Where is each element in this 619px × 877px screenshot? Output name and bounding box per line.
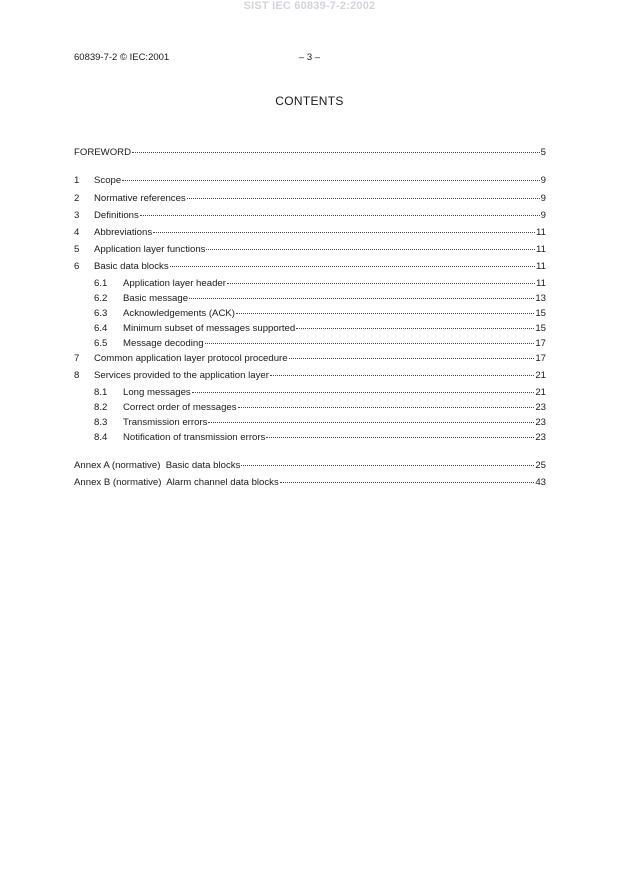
dot-leader: [270, 366, 534, 376]
toc-entry-number: 6.4: [94, 323, 108, 334]
toc-entry-6-4[interactable]: [74, 321, 546, 334]
toc-entry-page: 43: [535, 477, 546, 488]
toc-entry-page: 23: [535, 402, 546, 413]
toc-entry-label: Annex B (normative) Alarm channel data blocks: [74, 477, 279, 488]
toc-entry-page: 5: [540, 147, 546, 158]
toc-entry-page: 9: [540, 210, 546, 221]
toc-entry-page: 25: [535, 460, 546, 471]
dot-leader: [122, 171, 539, 181]
toc-entry-label: Transmission errors: [123, 417, 208, 428]
dot-leader: [296, 319, 534, 329]
toc-entry-label: Annex A (normative) Basic data blocks: [74, 460, 241, 471]
dot-leader: [206, 240, 535, 250]
toc-entry-label: Definitions: [94, 210, 139, 221]
dot-leader: [289, 349, 535, 359]
toc-entry-label: Abbreviations: [94, 227, 153, 238]
dot-leader: [241, 456, 534, 466]
toc-entry-6-5[interactable]: [74, 336, 546, 349]
dot-leader: [187, 189, 540, 199]
dot-leader: [205, 334, 535, 344]
toc-entry-number: 6.5: [94, 338, 108, 349]
dot-leader: [266, 428, 534, 438]
dot-leader: [189, 289, 534, 299]
toc-entry-6-1[interactable]: [74, 276, 546, 289]
toc-entry-number: 6.3: [94, 308, 108, 319]
toc-entry-number: 8.1: [94, 387, 108, 398]
page-title: CONTENTS: [275, 94, 344, 108]
toc-entry-number: 8: [74, 370, 80, 381]
toc-entry-annex-b[interactable]: [74, 475, 546, 488]
toc-entry-foreword[interactable]: [74, 145, 546, 158]
toc-entry-8-3[interactable]: [74, 415, 546, 428]
toc-entry-number: 8.2: [94, 402, 108, 413]
toc-entry-label: Notification of transmission errors: [123, 432, 266, 443]
toc-entry-page: 17: [535, 338, 546, 349]
toc-entry-page: 23: [535, 417, 546, 428]
toc-entry-page: 17: [535, 353, 546, 364]
toc-entry-label: Basic message: [123, 293, 189, 304]
toc-entry-4[interactable]: [74, 225, 546, 238]
toc-entry-number: 8.4: [94, 432, 108, 443]
toc-entry-1[interactable]: [74, 173, 546, 186]
toc-entry-3[interactable]: [74, 208, 546, 221]
toc-entry-number: 5: [74, 244, 80, 255]
toc-entry-label: Message decoding: [123, 338, 204, 349]
dot-leader: [227, 274, 535, 284]
toc-entry-page: 21: [535, 387, 546, 398]
toc-entry-number: 8.3: [94, 417, 108, 428]
toc-entry-page: 15: [535, 323, 546, 334]
toc-entry-8[interactable]: [74, 368, 546, 381]
toc-entry-6[interactable]: [74, 259, 546, 272]
toc-entry-number: 3: [74, 210, 80, 221]
dot-leader: [170, 257, 535, 267]
toc-entry-number: 6: [74, 261, 80, 272]
toc-entry-page: 11: [536, 278, 546, 289]
toc-entry-page: 9: [540, 175, 546, 186]
toc-entry-label: Normative references: [94, 193, 186, 204]
dot-leader: [208, 413, 534, 423]
dot-leader: [238, 398, 535, 408]
toc-entry-page: 23: [535, 432, 546, 443]
toc-entry-number: 1: [74, 175, 80, 186]
toc-entry-5[interactable]: [74, 242, 546, 255]
toc-entry-label: Correct order of messages: [123, 402, 237, 413]
dot-leader: [140, 206, 540, 216]
toc-entry-8-4[interactable]: [74, 430, 546, 443]
toc-entry-annex-a[interactable]: [74, 458, 546, 471]
page-number: – 3 –: [298, 52, 321, 63]
toc-entry-page: 21: [535, 370, 546, 381]
toc-entry-label: Basic data blocks: [94, 261, 169, 272]
toc-entry-label: Application layer functions: [94, 244, 206, 255]
toc-entry-label: Application layer header: [123, 278, 226, 289]
toc-entry-label: Scope: [94, 175, 122, 186]
toc-entry-label: Common application layer protocol procedure: [94, 353, 288, 364]
toc-entry-number: 4: [74, 227, 80, 238]
watermark-text: SIST IEC 60839-7-2:2002: [243, 0, 376, 12]
toc-entry-label: FOREWORD: [74, 147, 132, 158]
toc-entry-6-3[interactable]: [74, 306, 546, 319]
toc-entry-page: 9: [540, 193, 546, 204]
toc-entry-page: 11: [536, 227, 546, 238]
toc-entry-2[interactable]: [74, 191, 546, 204]
toc-entry-page: 13: [535, 293, 546, 304]
toc-entry-label: Minimum subset of messages supported: [123, 323, 296, 334]
dot-leader: [280, 473, 535, 483]
toc-entry-label: Acknowledgements (ACK): [123, 308, 235, 319]
toc-entry-label: Long messages: [123, 387, 191, 398]
toc-entry-8-1[interactable]: [74, 385, 546, 398]
toc-entry-page: 11: [536, 261, 546, 272]
dot-leader: [132, 143, 540, 153]
toc-entry-label: Services provided to the application layer: [94, 370, 269, 381]
toc-entry-page: 11: [536, 244, 546, 255]
dot-leader: [153, 223, 535, 233]
toc-entry-8-2[interactable]: [74, 400, 546, 413]
toc-entry-page: 15: [535, 308, 546, 319]
toc-entry-number: 6.2: [94, 293, 108, 304]
toc-entry-number: 2: [74, 193, 80, 204]
toc-entry-number: 7: [74, 353, 80, 364]
toc-entry-6-2[interactable]: [74, 291, 546, 304]
toc-entry-number: 6.1: [94, 278, 108, 289]
dot-leader: [236, 304, 534, 314]
document-reference: 60839-7-2 © IEC:2001: [74, 52, 170, 63]
dot-leader: [192, 383, 535, 393]
toc-entry-7[interactable]: [74, 351, 546, 364]
